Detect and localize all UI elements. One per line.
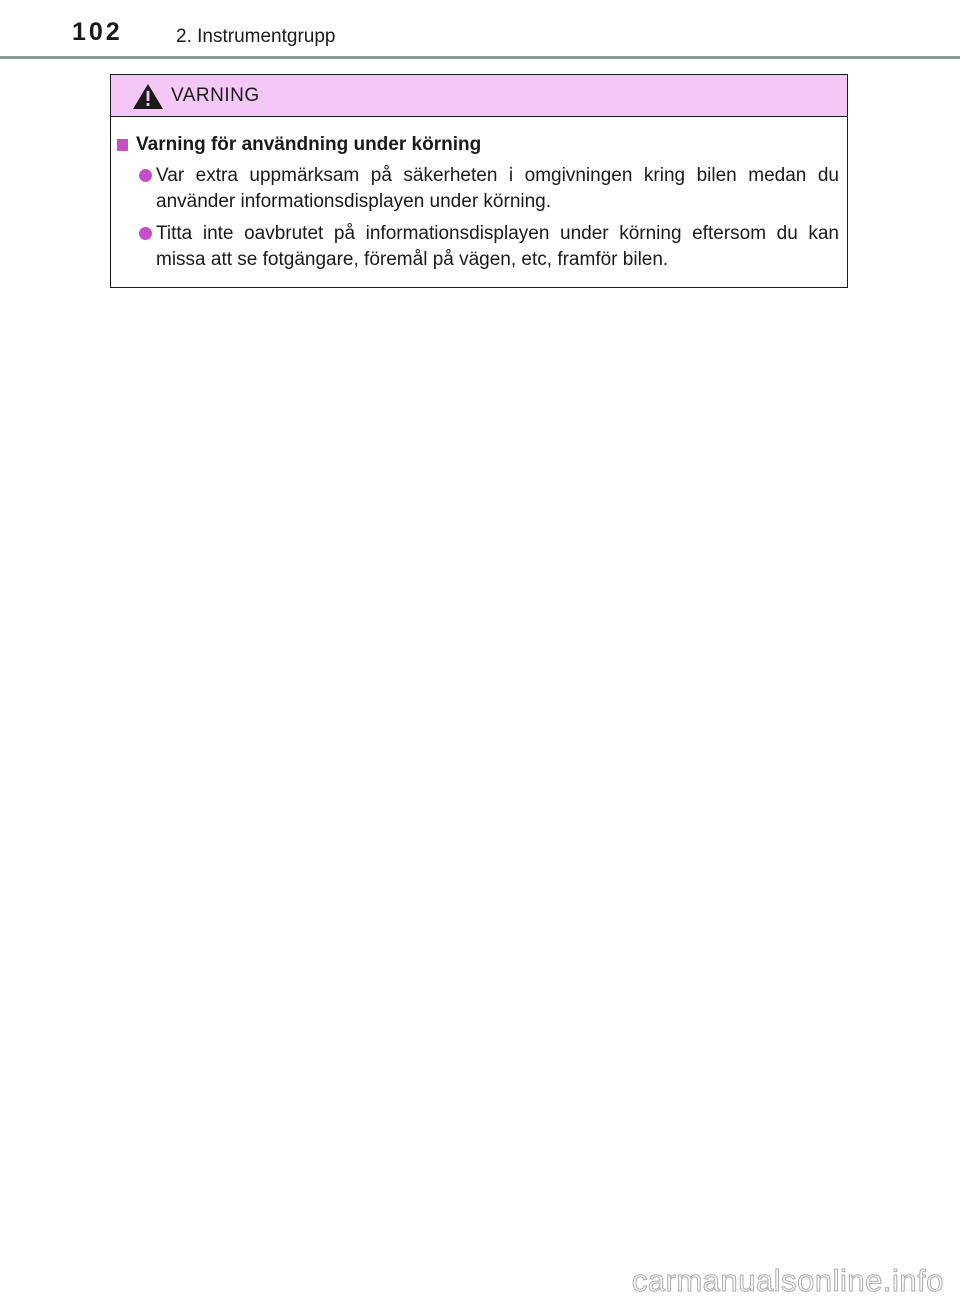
warning-box [110,74,848,288]
watermark-text: carmanualsonline.info [631,1263,944,1298]
page-header [0,0,960,60]
warning-bullet-text: Var extra uppmärksam på säkerheten i omgivningen kring bilen medan du använder informationsdisplayen under körning. [156,165,839,212]
header-divider [0,56,960,59]
warning-subheading [117,134,839,156]
round-bullet-icon [139,227,152,240]
warning-title: VARNING [171,85,260,106]
warning-bullet-item [117,163,839,215]
round-bullet-icon [139,169,152,182]
warning-triangle-icon [132,83,164,110]
warning-subheading-text: Varning för användning under körning [136,134,482,155]
page-number: 102 [72,18,123,46]
warning-bullet-text: Titta inte oavbrutet på informationsdisplayen under körning eftersom du kan missa att se fotgängare, föremål på vägen, etc, framför bilen. [156,223,839,270]
warning-body [111,117,847,273]
warning-header [111,75,847,117]
square-bullet-icon [117,139,128,151]
warning-bullet-item [117,221,839,273]
section-title: 2. Instrumentgrupp [176,26,336,47]
